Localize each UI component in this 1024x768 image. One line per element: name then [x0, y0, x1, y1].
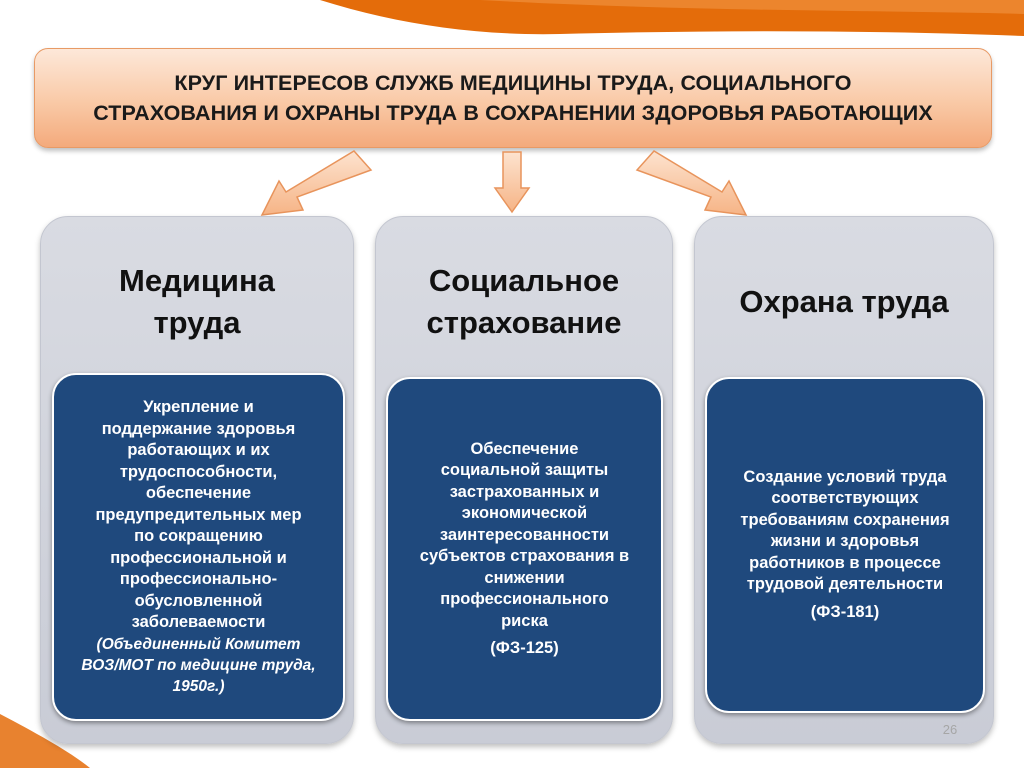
description-text: Обеспечение социальной защиты застрахованных и экономической заинтересованности субъектов страхования в снижении профессионального риска: [419, 439, 630, 630]
arrow-right: [637, 151, 746, 215]
arrow-middle: [495, 152, 529, 212]
description-text: Создание условий труда соответствующих требованиям сохранения жизни и здоровья работников в процессе трудовой деятельности: [740, 467, 950, 594]
source-note: (Объединенный Комитет ВОЗ/МОТ по медицине труда, 1950г.): [81, 635, 316, 695]
column-heading: Медицина труда: [119, 263, 275, 340]
column-heading: Охрана труда: [739, 284, 949, 319]
column-labor-protection: [694, 216, 994, 744]
description-box: [52, 373, 345, 721]
description-box: [705, 377, 985, 713]
description-box: [386, 377, 663, 721]
slide-title: КРУГ ИНТЕРЕСОВ СЛУЖБ МЕДИЦИНЫ ТРУДА, СОЦИАЛЬНОГО СТРАХОВАНИЯ И ОХРАНЫ ТРУДА В СОХРАНЕНИИ ЗДОРОВЬЯ РАБОТАЮЩИХ: [93, 71, 933, 125]
description-text: Укрепление и поддержание здоровья работающих и их трудоспособности, обеспечение предупредительных мер по сокращению профессиональной и профессионально- обусловленной заболеваемости: [95, 398, 302, 632]
law-reference: (ФЗ-125): [490, 639, 559, 657]
law-reference: (ФЗ-181): [810, 602, 880, 621]
column-occupational-medicine: [40, 216, 354, 744]
page-number: 26: [942, 722, 958, 737]
column-heading: Социальное страхование: [426, 263, 622, 340]
arrow-left: [262, 151, 371, 215]
column-social-insurance: [375, 216, 673, 744]
